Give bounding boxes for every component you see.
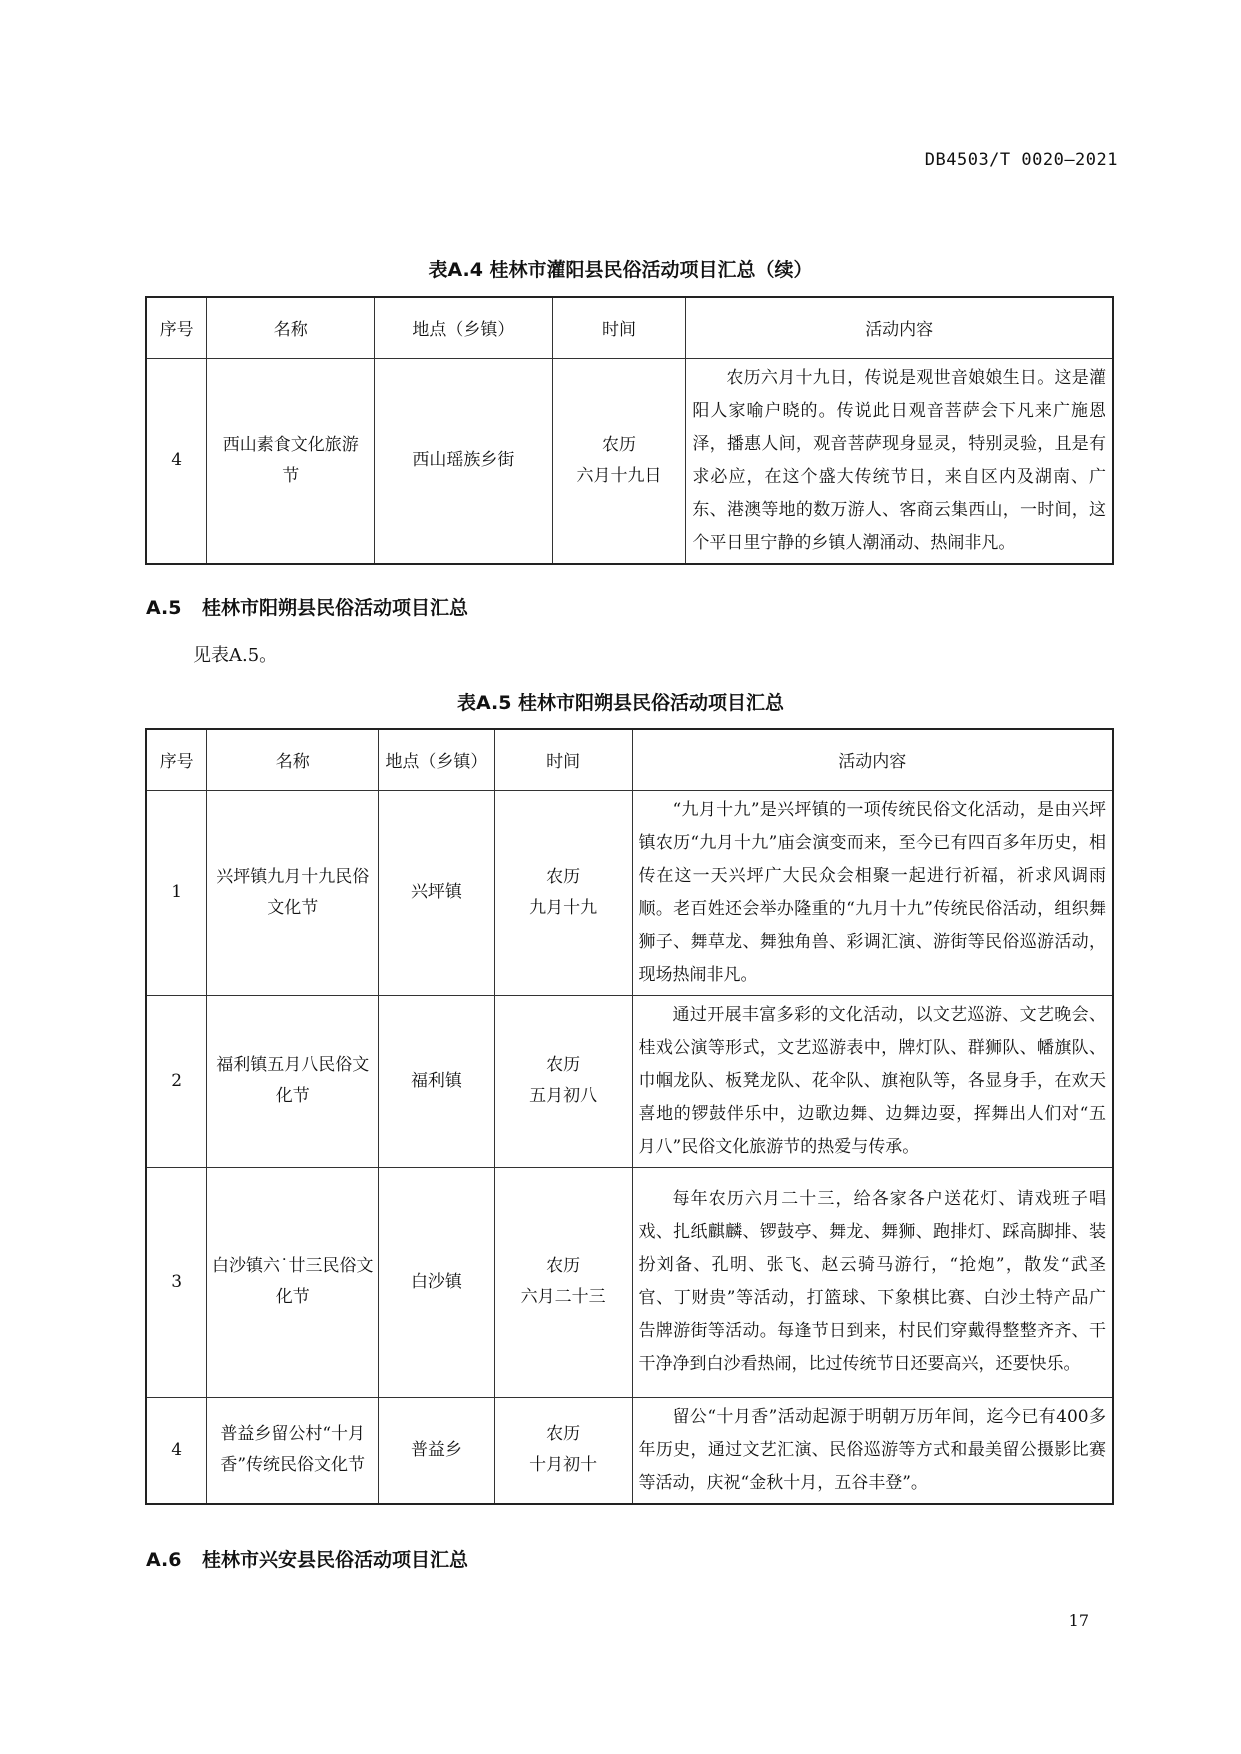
activity-time	[494, 1397, 632, 1504]
table-row	[146, 995, 1113, 1167]
header-cell: 时间	[552, 297, 686, 358]
page-number: 17	[1068, 1611, 1089, 1630]
section-a6-heading	[146, 1545, 468, 1572]
activity-content: 通过开展丰富多彩的文化活动，以文艺巡游、文艺晚会、桂戏公演等形式，文艺巡游表中，牌灯队、群狮队、幡旗队、巾帼龙队、板凳龙队、花伞队、旗袍队等，各显身手，在欢天喜地的锣鼓伴乐中，边歌边舞、边舞边耍，挥舞出人们对“五月八”民俗文化旅游节的热爱与传承。	[632, 995, 1113, 1167]
document-code: DB4503/T 0020—2021	[924, 150, 1118, 170]
activity-place: 普益乡	[379, 1397, 495, 1504]
time-date: 九月十九	[529, 897, 598, 918]
activity-content: 每年农历六月二十三，给各家各户送花灯、请戏班子唱戏、扎纸麒麟、锣鼓亭、舞龙、舞狮、跑排灯、踩高脚排、装扮刘备、孔明、张飞、赵云骑马游行，“抢炮”，散发“武圣官、丁财贵”等活动，打篮球、下象棋比赛、白沙土特产品广告牌游街等活动。每逢节日到来，村民们穿戴得整整齐齐、干干净净到白沙看热闹，比过传统节日还要高兴，还要快乐。	[632, 1167, 1113, 1397]
section-a5-heading	[146, 593, 468, 620]
header-cell: 序号	[146, 729, 207, 790]
time-date: 十月初十	[529, 1455, 598, 1475]
table-header-row	[146, 297, 1113, 358]
header-cell: 地点（乡镇）	[379, 729, 495, 790]
time-calendar: 农历	[546, 866, 581, 887]
section-title: 桂林市阳朔县民俗活动项目汇总	[202, 597, 469, 619]
time-date: 六月二十三	[520, 1287, 606, 1307]
table-a4-caption: 表A.4 桂林市灌阳县民俗活动项目汇总（续）	[428, 259, 813, 281]
header-cell: 地点（乡镇）	[375, 297, 553, 358]
activity-place: 西山瑶族乡街	[375, 358, 553, 564]
header-cell: 活动内容	[632, 729, 1113, 790]
table-row	[146, 790, 1113, 995]
section-number: A.5	[146, 597, 182, 619]
activity-time	[494, 1167, 632, 1397]
activity-time	[494, 995, 632, 1167]
activity-place: 兴坪镇	[379, 790, 495, 995]
activity-time	[494, 790, 632, 995]
row-number: 3	[146, 1167, 207, 1397]
activity-place: 白沙镇	[379, 1167, 495, 1397]
activity-place: 福利镇	[379, 995, 495, 1167]
time-calendar: 农历	[546, 1055, 581, 1075]
activity-content: 留公“十月香”活动起源于明朝万历年间，迄今已有400多年历史，通过文艺汇演、民俗巡游等方式和最美留公摄影比赛等活动，庆祝“金秋十月，五谷丰登”。	[632, 1397, 1113, 1504]
activity-name: 普益乡留公村“十月香”传统民俗文化节	[207, 1397, 379, 1504]
header-cell: 名称	[207, 297, 375, 358]
header-cell: 时间	[494, 729, 632, 790]
activity-name: 白沙镇六˙廿三民俗文化节	[207, 1167, 379, 1397]
row-number: 4	[146, 358, 207, 564]
table-header-row	[146, 729, 1113, 790]
table-row	[146, 358, 1113, 564]
activity-time	[552, 358, 686, 564]
row-number: 4	[146, 1397, 207, 1504]
table-row	[146, 1397, 1113, 1504]
row-number: 2	[146, 995, 207, 1167]
table-a5	[145, 728, 1114, 1505]
table-a5-caption: 表A.5 桂林市阳朔县民俗活动项目汇总	[456, 692, 785, 714]
activity-name: 福利镇五月八民俗文化节	[207, 995, 379, 1167]
time-calendar: 农历	[546, 1256, 581, 1276]
section-title: 桂林市兴安县民俗活动项目汇总	[202, 1549, 469, 1571]
activity-name: 西山素食文化旅游节	[207, 358, 375, 564]
time-calendar: 农历	[546, 1424, 581, 1444]
table-a4	[145, 296, 1114, 565]
section-number: A.6	[146, 1549, 182, 1571]
time-date: 六月十九日	[576, 465, 662, 486]
activity-content: 农历六月十九日，传说是观世音娘娘生日。这是灌阳人家喻户晓的。传说此日观音菩萨会下凡来广施恩泽，播惠人间，观音菩萨现身显灵，特别灵验，且是有求必应，在这个盛大传统节日，来自区内及湖南、广东、港澳等地的数万游人、客商云集西山，一时间，这个平日里宁静的乡镇人潮涌动、热闹非凡。	[686, 358, 1113, 564]
header-cell: 名称	[207, 729, 379, 790]
header-cell: 活动内容	[686, 297, 1113, 358]
table-row	[146, 1167, 1113, 1397]
activity-content: “九月十九”是兴坪镇的一项传统民俗文化活动，是由兴坪镇农历“九月十九”庙会演变而来，至今已有四百多年历史，相传在这一天兴坪广大民众会相聚一起进行祈福，祈求风调雨顺。老百姓还会举办隆重的“九月十九”传统民俗活动，组织舞狮子、舞草龙、舞独角兽、彩调汇演、游街等民俗巡游活动，现场热闹非凡。	[632, 790, 1113, 995]
time-calendar: 农历	[602, 434, 637, 455]
header-cell: 序号	[146, 297, 207, 358]
activity-name: 兴坪镇九月十九民俗文化节	[207, 790, 379, 995]
table-reference: 见表A.5。	[193, 645, 278, 666]
row-number: 1	[146, 790, 207, 995]
time-date: 五月初八	[529, 1086, 598, 1106]
